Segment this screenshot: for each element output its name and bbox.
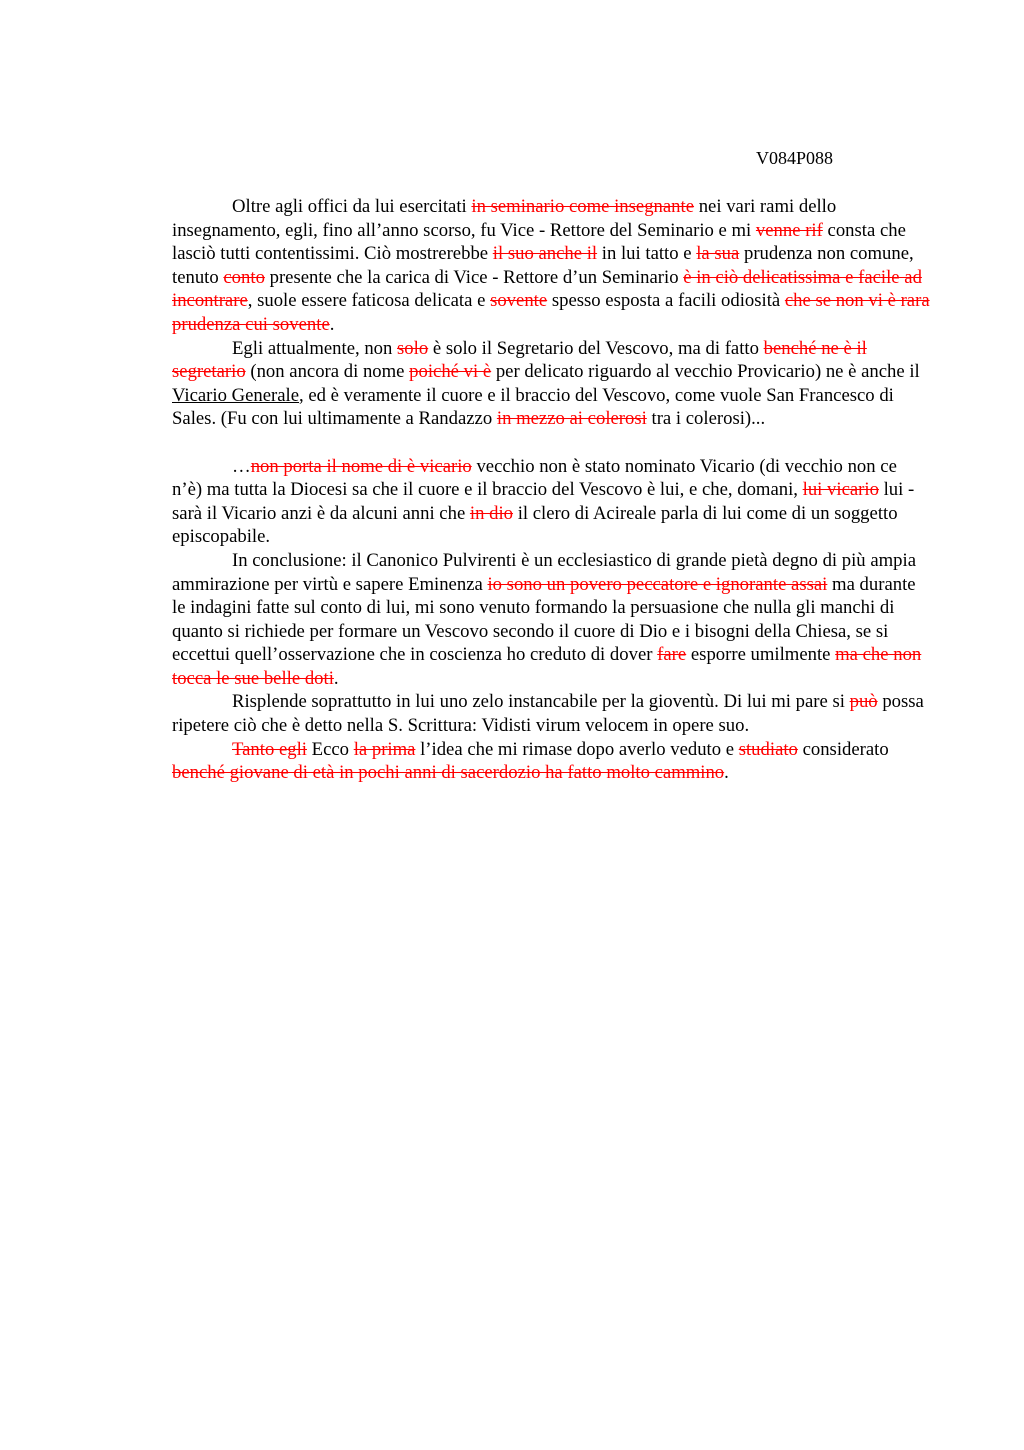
text-segment: Oltre agli offici da lui esercitati bbox=[232, 196, 472, 217]
deleted-text: fare bbox=[657, 644, 687, 666]
text-segment: . bbox=[329, 313, 335, 335]
text-segment: Risplende soprattutto in lui uno zelo instancabile per la gioventù. Di lui mi pare si bbox=[232, 691, 850, 713]
text-segment: in lui tatto e bbox=[597, 243, 697, 265]
text-segment: possa ripetere ciò che è detto nella S. Scrittura: Vidisti virum velocem in opere suo. bbox=[172, 691, 924, 737]
deleted-text: benché ne è il segretario bbox=[172, 337, 867, 383]
paragraph-2 bbox=[172, 337, 930, 431]
paragraph-1 bbox=[172, 195, 930, 337]
deleted-text: può bbox=[849, 691, 878, 713]
text-segment: lui - sarà il Vicario anzi è da alcuni anni che bbox=[172, 479, 915, 524]
letter-body bbox=[172, 195, 930, 785]
text-segment: . bbox=[724, 762, 729, 784]
deleted-text: non porta il nome di è vicario bbox=[250, 455, 472, 477]
text-segment: l’idea che mi rimase dopo averlo veduto e bbox=[415, 738, 739, 760]
deleted-text: in dio bbox=[469, 502, 514, 524]
deleted-text: in seminario come insegnante bbox=[471, 196, 695, 217]
deleted-text: la prima bbox=[353, 738, 416, 760]
text-segment: ma durante le indagini fatte sul conto di lui, mi sono venuto formando la persuasione che nulla gli manchi di quanto si richiede per formare un Vescovo secondo il cuore di Dio e i bisogni della Chiesa, se si eccettui quell’osservazione che in coscienza ho creduto di dover bbox=[172, 573, 916, 666]
deleted-text: il suo anche il bbox=[492, 243, 598, 265]
deleted-text: Tanto egli bbox=[232, 738, 307, 760]
deleted-text: conto bbox=[223, 266, 265, 288]
page-code: V084P088 bbox=[756, 148, 834, 168]
paragraph-gap bbox=[172, 431, 930, 455]
text-segment: , ed è veramente il cuore e il braccio del Vescovo, come vuole San Francesco di Sales. (Fu con lui ultimamente a Randazzo bbox=[172, 384, 894, 430]
deleted-text: che se non vi è rara prudenza cui sovente bbox=[172, 290, 930, 335]
paragraph-5 bbox=[172, 690, 930, 737]
text-segment: (non ancora di nome bbox=[245, 361, 410, 383]
text-segment: Egli attualmente, non bbox=[232, 337, 398, 359]
text-segment: consta che lasciò tutti contentissimi. Ciò mostrerebbe bbox=[172, 219, 906, 265]
text-segment: è solo il Segretario del Vescovo, ma di fatto bbox=[428, 337, 764, 359]
paragraph-3 bbox=[172, 455, 930, 549]
text-segment: … bbox=[232, 455, 251, 477]
deleted-text: in mezzo ai colerosi bbox=[496, 408, 647, 430]
text-segment: prudenza non comune, tenuto bbox=[172, 243, 914, 288]
paragraph-4 bbox=[172, 549, 930, 691]
text-segment: vecchio non è stato nominato Vicario (di vecchio non ce n’è) ma tutta la Diocesi sa che il cuore e il braccio del Vescovo è lui, e che, domani, bbox=[172, 455, 897, 501]
text-segment: spesso esposta a facili odiosità bbox=[547, 290, 785, 312]
text-segment: Ecco bbox=[306, 738, 354, 760]
deleted-text: lui vicario bbox=[802, 479, 879, 501]
deleted-text: sovente bbox=[490, 290, 548, 312]
underlined-text: Vicario Generale bbox=[172, 384, 300, 406]
text-segment: per delicato riguardo al vecchio Provicario) ne è anche il bbox=[491, 361, 920, 383]
deleted-text: studiato bbox=[738, 738, 798, 760]
text-segment: considerato bbox=[797, 738, 889, 760]
paragraph-6 bbox=[172, 738, 930, 785]
deleted-text: venne rif bbox=[755, 219, 823, 241]
text-segment: il clero di Acireale parla di lui come di un soggetto episcopabile. bbox=[172, 502, 898, 548]
deleted-text: benché giovane di età in pochi anni di sacerdozio ha fatto molto cammino bbox=[172, 762, 725, 784]
deleted-text: è in ciò delicatissima e facile ad incontrare bbox=[172, 266, 922, 312]
deleted-text: ma che non tocca le sue belle doti bbox=[172, 644, 922, 689]
deleted-text: la sua bbox=[696, 243, 740, 265]
text-segment: In conclusione: il Canonico Pulvirenti è un ecclesiastico di grande pietà degno di più ampia ammirazione per virtù e sapere Eminenza bbox=[172, 549, 916, 595]
text-segment: nei vari rami dello insegnamento, egli, fino all’anno scorso, fu Vice - Rettore del Seminario e mi bbox=[172, 196, 837, 241]
deleted-text: io sono un povero peccatore e ignorante assai bbox=[487, 573, 828, 595]
text-segment: presente che la carica di Vice - Rettore d’un Seminario bbox=[264, 266, 684, 288]
text-segment: . bbox=[333, 667, 339, 689]
deleted-text: poiché vi è bbox=[409, 361, 492, 383]
text-segment: , suole essere faticosa delicata e bbox=[247, 290, 491, 312]
deleted-text: solo bbox=[397, 337, 429, 359]
text-segment: esporre umilmente bbox=[686, 644, 836, 666]
text-segment: tra i colerosi)... bbox=[646, 408, 766, 430]
